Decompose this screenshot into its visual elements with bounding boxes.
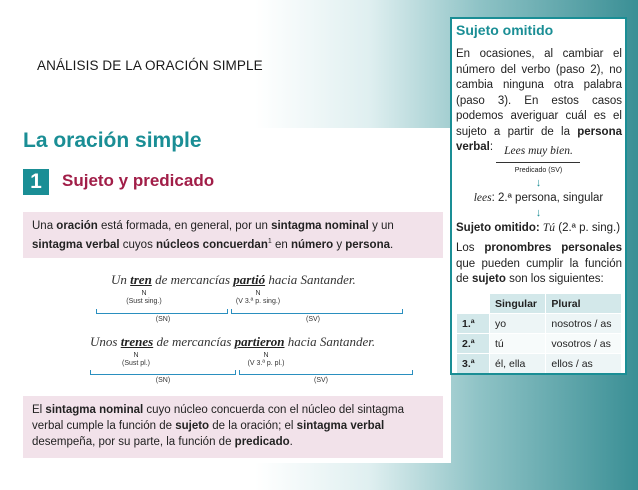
summary-box: El sintagma nominal cuyo núcleo concuerda con el núcleo del sintagma verbal cumple la función de sujeto de la oración; el sintagma verbal desempeña, por su parte, la función de predicado. (23, 396, 443, 458)
sn-bracket (96, 309, 228, 314)
table-cell: 2.ª (457, 334, 490, 354)
table-header: Plural (546, 294, 622, 314)
table-row (457, 334, 622, 354)
sv-label: (SV) (314, 377, 328, 384)
predicate-underline (496, 162, 580, 163)
sv-label: (SV) (306, 316, 320, 323)
sv-bracket (239, 370, 413, 375)
sn-label: (SN) (155, 316, 171, 323)
table-cell: nosotros / as (546, 314, 622, 334)
definition-box: Una oración está formada, en general, por un sintagma nominal y un sintagma verbal cuyos núcleos concuerdan$^1$ en número y persona. (23, 212, 443, 258)
verb-nucleus-label: N (V 3.ª p. pl.) (247, 352, 285, 367)
table-header-row (457, 294, 622, 314)
sidebar-paragraph-2: Los pronombres personales que pueden cumplir la función de sujeto son los siguientes: (456, 242, 622, 285)
table-cell: yo (490, 314, 546, 334)
pronoun-table (456, 293, 622, 374)
sidebar-sujeto-omitido (450, 17, 627, 375)
table-cell: vosotros / as (546, 334, 622, 354)
lees-analysis: lees: 2.ª persona, singular (473, 192, 604, 204)
sidebar-title: Sujeto omitido (456, 22, 554, 38)
table-row (457, 354, 622, 374)
textbook-page-left (18, 128, 451, 463)
table-cell: ellos / as (546, 354, 622, 374)
table-cell: 3.ª (457, 354, 490, 374)
sujeto-omitido-line: Sujeto omitido: Tú (2.ª p. sing.) (456, 222, 621, 234)
page-heading: La oración simple (23, 129, 202, 152)
example-sentence-singular: Un tren de mercancías partió hacia Santander. (111, 272, 356, 287)
example-lees: Lees muy bien. (504, 145, 573, 157)
sidebar-paragraph-1: En ocasiones, al cambiar el número del verbo (paso 2), no cambia ninguna otra palabra (paso 3). En estos casos podemos averiguar cuál es el sujeto a partir de la persona verbal: (456, 48, 622, 153)
table-header: Singular (490, 294, 546, 314)
predicate-label: Predicado (SV) (514, 167, 563, 174)
example-sentence-plural: Unos trenes de mercancías partieron hacia Santander. (90, 334, 376, 349)
noun-nucleus-label: N (Sust sing.) (126, 290, 162, 305)
verb-nucleus-label: N (V 3.ª p. sing.) (235, 290, 281, 305)
section-number: 1 (23, 169, 49, 195)
table-cell: él, ella (490, 354, 546, 374)
table-row (457, 314, 622, 334)
noun-nucleus-label: N (Sust pl.) (121, 352, 150, 367)
slide-title: ANÁLISIS DE LA ORACIÓN SIMPLE (37, 58, 263, 73)
down-arrow-icon: ↓ (535, 177, 542, 189)
sn-label: (SN) (155, 377, 171, 384)
sv-bracket (231, 309, 403, 314)
table-header (457, 294, 490, 314)
down-arrow-icon: ↓ (535, 207, 542, 219)
table-cell: tú (490, 334, 546, 354)
sn-bracket (90, 370, 236, 375)
section-title: Sujeto y predicado (62, 171, 215, 190)
table-cell: 1.ª (457, 314, 490, 334)
